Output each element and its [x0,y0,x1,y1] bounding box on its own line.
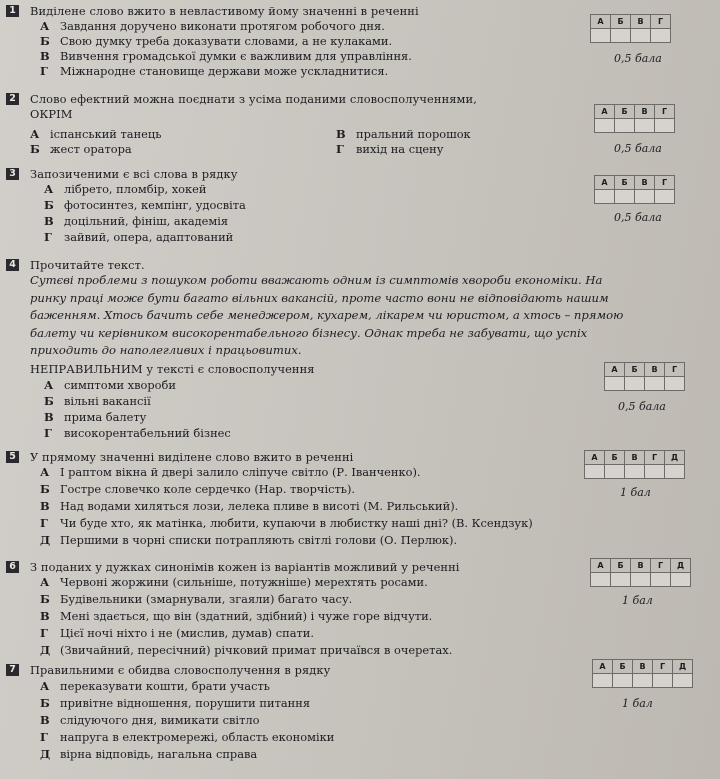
task-question: Прочитайте текст. [30,258,145,272]
option-g[interactable]: Г зайвий, опера, адаптований [44,230,234,244]
answer-grid[interactable]: А Б В Г Д [592,659,693,688]
text-line: Сутєві проблеми з пошуком роботи вважають одним із симптомів хвороби економіки. На [30,273,603,287]
score-label: 0,5 бала [614,52,662,65]
reading-text [30,272,685,360]
option-b[interactable]: Б привітне відношення, порушити питання [40,696,311,710]
task-question: Виділене слово вжито в невластивому йому значенні в реченні [30,4,419,18]
answer-grid[interactable]: А Б В Г [590,14,671,43]
option-v[interactable]: В слідуючого дня, вимикати світло [40,713,260,727]
task-number: 2 [6,93,19,105]
task-question: Запозиченими є всі слова в рядку [30,167,238,181]
option-a[interactable]: А І раптом вікна й двері залило сліпуче світло (Р. Іванченко). [40,465,421,479]
option-g[interactable]: Г Чи буде хто, як матінка, любити, купаючи в любистку наші дні? (В. Ксендзук) [40,516,533,530]
option-g[interactable]: Г Цієї ночі ніхто і не (мислив, думав) спати. [40,626,314,640]
option-a[interactable]: А симптоми хвороби [44,378,176,392]
score-label: 0,5 бала [614,211,662,224]
option-v[interactable]: В прима балету [44,410,147,424]
option-a[interactable]: А переказувати кошти, брати участь [40,679,270,693]
option-a[interactable]: А Червоні жоржини (сильніше, потужніше) мерехтять росами. [40,575,428,589]
option-d[interactable]: Д вірна відповідь, нагальна справа [40,747,258,761]
task-question: Правильними є обидва словосполучення в рядку [30,663,331,677]
answer-grid[interactable]: А Б В Г Д [590,558,691,587]
task-number: 6 [6,561,19,573]
option-b[interactable]: Б Будівельники (змарнували, згаяли) багато часу. [40,592,353,606]
option-b[interactable]: Б вільні вакансії [44,394,151,408]
option-b[interactable]: Б Свою думку треба доказувати словами, а не кулаками. [40,34,393,48]
option-b[interactable]: Б Гостре словечко коле сердечко (Нар. творчість). [40,482,356,496]
option-b[interactable]: Б жест оратора [30,142,132,156]
option-a[interactable]: А Завдання доручено виконати протягом робочого дня. [40,19,385,33]
option-g[interactable]: Г вихід на сцену [336,142,444,156]
option-v[interactable]: В Мені здається, що він (здатний, здібний) і чуже горе відчути. [40,609,433,623]
option-v[interactable]: В доцільний, фініш, академія [44,214,229,228]
option-g[interactable]: Г Міжнародне становище держави може ускладнитися. [40,64,389,78]
option-v[interactable]: В пральний порошок [336,127,471,141]
answer-grid[interactable]: А Б В Г Д [584,450,685,479]
text-line: ринку праці може бути багато вільних вакансій, проте часто вони не відповідають нашим [30,290,609,305]
option-v[interactable]: В Вивчення громадської думки є важливим для управління. [40,49,412,63]
score-label: 0,5 бала [614,142,662,155]
option-a[interactable]: А іспанський танець [30,127,162,141]
score-label: 0,5 бала [618,400,666,413]
task-question: У прямому значенні виділене слово вжито в реченні [30,450,354,464]
task-number: 1 [6,5,19,17]
option-d[interactable]: Д Першими в чорні списки потрапляють світлі голови (О. Перлюк). [40,533,458,547]
text-line: баженням. Хтось бачить себе менеджером, кухарем, лікарем чи юристом, а хтось – прямою [30,308,624,322]
option-d[interactable]: Д (Звичайний, пересічний) річковий примат причаївся в очеретах. [40,643,453,657]
option-b[interactable]: Б фотосинтез, кемпінг, удосвіта [44,198,246,212]
answer-grid[interactable]: А Б В Г [594,104,675,133]
task-question-cont: ОКРІМ [30,107,73,121]
text-line: приходить до наполегливих і працьовитих. [30,343,302,357]
option-a[interactable]: А лібрето, пломбір, хокей [44,182,207,196]
score-label: 1 бал [622,697,653,710]
text-line: балету чи керівником високорентабельного бізнесу. Однак треба не забувати, що успіх [30,325,588,340]
answer-grid[interactable]: А Б В Г [594,175,675,204]
score-label: 1 бал [620,486,651,499]
task-number: 5 [6,451,19,463]
answer-grid[interactable]: А Б В Г [604,362,685,391]
task-number: 4 [6,259,19,271]
task-question: З поданих у дужках синонімів кожен із варіантів можливий у реченні [30,560,460,574]
task-number: 7 [6,664,19,676]
sub-question: НЕПРАВИЛЬНИМ у тексті є словосполучення [30,362,315,376]
score-label: 1 бал [622,594,653,607]
option-g[interactable]: Г високорентабельний бізнес [44,426,231,440]
option-g[interactable]: Г напруга в електромережі, область економіки [40,730,335,744]
task-question: Слово ефектний можна поєднати з усіма поданими словосполученнями, [30,92,477,106]
task-number: 3 [6,168,19,180]
option-v[interactable]: В Над водами хиляться лози, лелека пливе в висоті (М. Рильський). [40,499,459,513]
